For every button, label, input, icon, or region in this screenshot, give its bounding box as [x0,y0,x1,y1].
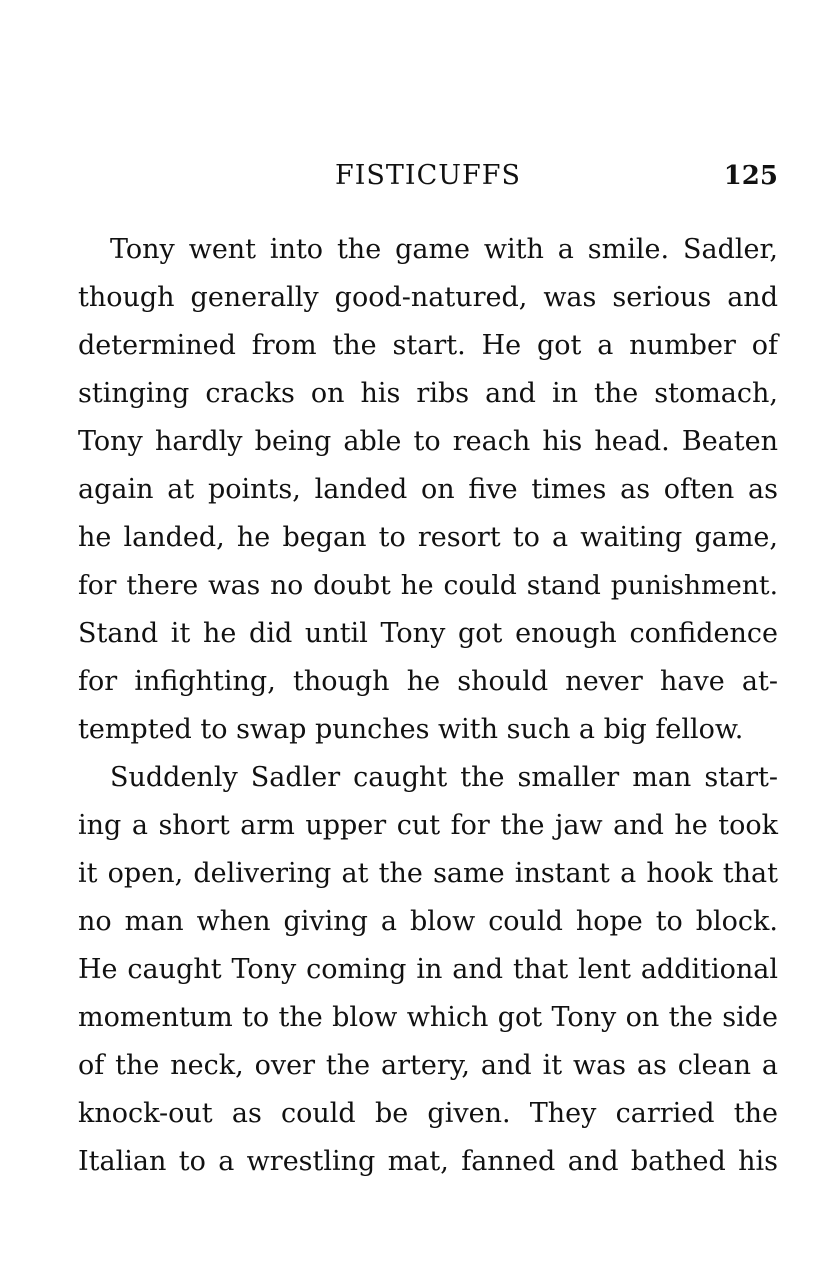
page-number: 125 [723,161,778,191]
text-line: ing a short arm upper cut for the jaw and he took [78,810,778,841]
text-line: no man when giving a blow could hope to block. [78,906,778,937]
text-line: momentum to the blow which got Tony on the side [78,1002,778,1033]
text-line: tempted to swap punches with such a big fellow. [78,714,744,745]
text-line: Suddenly Sadler caught the smaller man start- [110,762,778,793]
text-line: he landed, he began to resort to a waiting game, [78,522,778,553]
body-text [78,226,778,1186]
text-line: for there was no doubt he could stand punishment. [78,570,778,601]
text-line: though generally good-natured, was serious and [78,282,778,313]
text-line: Stand it he did until Tony got enough confidence [78,618,778,649]
text-line: Italian to a wrestling mat, fanned and bathed his [78,1146,778,1177]
text-line: again at points, landed on five times as often as [78,474,778,505]
text-line: for infighting, though he should never have at- [78,666,778,697]
running-title: FISTICUFFS [335,160,521,191]
text-line: stinging cracks on his ribs and in the stomach, [78,378,778,409]
text-line: Tony hardly being able to reach his head. Beaten [78,426,778,457]
text-line: He caught Tony coming in and that lent additional [78,954,778,985]
running-head [78,156,778,196]
text-line: determined from the start. He got a number of [78,330,778,361]
text-line: knock-out as could be given. They carried the [78,1098,778,1129]
text-line: it open, delivering at the same instant a hook that [78,858,778,889]
text-line: Tony went into the game with a smile. Sadler, [110,234,778,265]
text-line: of the neck, over the artery, and it was as clean a [78,1050,778,1081]
